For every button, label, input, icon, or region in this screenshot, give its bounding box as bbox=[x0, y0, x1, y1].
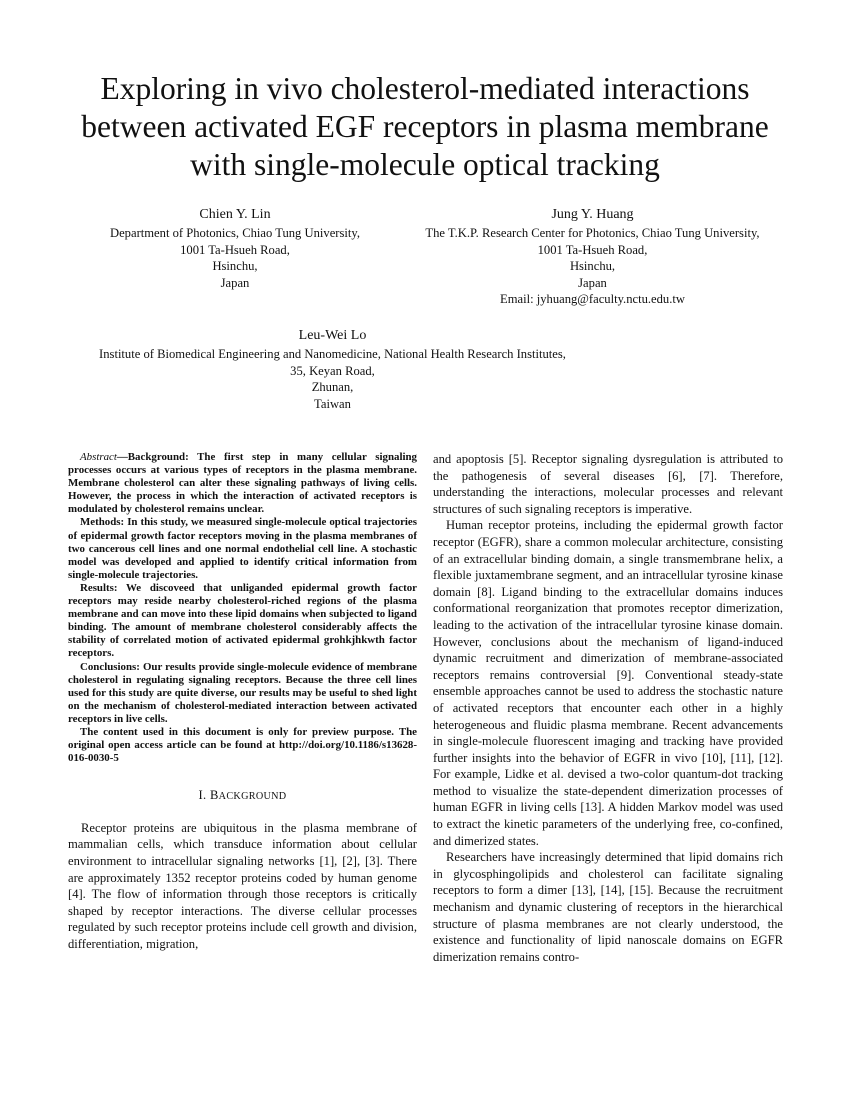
body-paragraph: Receptor proteins are ubiquitous in the plasma membrane of mammalian cells, which transduce information about cellular environment to intracellular signaling networks [1], [2], [3]. There are approximately 1352 receptor proteins coded by human genome [4]. The flow of information through those receptors is critically shaped by receptor interactions. The diverse cellular processes regulated by such receptor proteins include cell growth and division, differentiation, migration, bbox=[68, 820, 417, 951]
abstract-background-text: The first step in many cellular signaling processes occurs at various types of receptors in the plasma membrane. Membrane cholesterol can alter these signaling pathways of living cells. However, the process in which the interaction of activated receptors is modulated by cholesterol remains unclear. bbox=[68, 451, 417, 516]
author-affiliation-line: Institute of Biomedical Engineering and Nanomedicine, National Health Research Institutes, bbox=[99, 347, 566, 361]
abstract-results-label: Results: bbox=[80, 581, 118, 594]
abstract-methods-label: Methods: bbox=[80, 516, 125, 529]
body-paragraph: and apoptosis [5]. Receptor signaling dysregulation is attributed to the pathogenesis of several diseases [6], [7]. Therefore, understanding the interactions, molecular processes and relevant structures of such signaling receptors is imperative. bbox=[433, 452, 783, 516]
left-column bbox=[68, 451, 417, 953]
author-name: Jung Y. Huang bbox=[551, 207, 634, 222]
abstract-background bbox=[68, 451, 417, 516]
author-affiliation-line: Hsinchu, bbox=[569, 259, 616, 273]
author-affiliation-line: Hsinchu, bbox=[212, 259, 258, 273]
abstract-methods-text: In this study, we measured single-molecule optical trajectories of epidermal growth factor receptors moving in the plasma membranes of two cancerous cell lines and one normal endothelial cell line. A stochastic model was developed and applied to identify critical information from single-molecule trajectories. bbox=[68, 516, 417, 581]
author-affiliation-line: 1001 Ta-Hsueh Road, bbox=[537, 242, 648, 257]
author-block-2 bbox=[400, 206, 785, 308]
abstract-lead: Abstract bbox=[80, 451, 117, 463]
author-affiliation-line: Japan bbox=[220, 275, 250, 290]
body-paragraph: Researchers have increasingly determined that lipid domains rich in glycosphingolipids and cholesterol can facilitate signaling receptors to form a dimer [13], [14], [15]. Because the recruitment mechanism and dynamic clustering of receptors in the hierarchical structure of plasma membranes are not clearly understood, the existence and functionality of lipid nanoscale domains on EGFR dimerization remains contro- bbox=[433, 850, 783, 964]
section-number: I. bbox=[198, 788, 210, 803]
abstract-results-text: We discoveed that unliganded epidermal growth factor receptors may reside nearby cholesterol-riched regions of the plasma membrane and can move into these lipid domains when subjected to ligand binding. The amount of membrane cholesterol considerably affects the stability of correlated motion of activated epidermal grohkjhkwth factor receptors. bbox=[68, 581, 417, 660]
author-name: Leu-Wei Lo bbox=[298, 328, 367, 343]
abstract bbox=[68, 451, 417, 765]
author-affiliation-line: Japan bbox=[578, 275, 607, 290]
author-block-1 bbox=[60, 206, 410, 291]
abstract-conclusions-text: Our results provide single-molecule evidence of membrane cholesterol in regulating signaling receptors. Because the three cell lines used for this study are quite diverse, our results may be useful to shed light on the mechanism of cholesterol-mediated interaction between activated receptors in live cells. bbox=[68, 660, 417, 725]
section-rest: ACKGROUND bbox=[218, 791, 287, 803]
author-name: Chien Y. Lin bbox=[199, 207, 271, 222]
section-first-letter: B bbox=[209, 788, 219, 803]
right-column bbox=[433, 451, 783, 965]
abstract-background-label: —Background: bbox=[116, 451, 189, 463]
author-affiliation-line: Zhunan, bbox=[311, 380, 354, 394]
author-affiliation-line: 35, Keyan Road, bbox=[290, 363, 375, 378]
author-email[interactable]: Email: jyhuang@faculty.nctu.edu.tw bbox=[500, 292, 685, 306]
paper-title: Exploring in vivo cholesterol-mediated interactions between activated EGF receptors in plasma membrane with single-molecule optical tracking bbox=[81, 71, 769, 182]
abstract-conclusions-label: Conclusions: bbox=[80, 660, 140, 673]
abstract-results bbox=[68, 582, 417, 661]
abstract-conclusions bbox=[68, 661, 417, 726]
abstract-methods bbox=[68, 516, 417, 581]
author-affiliation-line: The T.K.P. Research Center for Photonics, Chiao Tung University, bbox=[425, 226, 760, 240]
author-affiliation-line: 1001 Ta-Hsueh Road, bbox=[180, 242, 290, 257]
body-paragraph: Human receptor proteins, including the epidermal growth factor receptor (EGFR), share a common molecular architecture, consisting of an extracellular binding domain, a single transmembrane helix, a flexible juxtamembrane segment, and an intracellular tyrosine kinase domain [8]. Ligand binding to the extracellular domains induces conformational reorganization that promotes receptor dimerization, leading to the activation of the intracellular tyrosine kinase domain. However, conclusions about the mechanism of ligand-induced dynamic recruitment and dimerization of membrane-associated receptors remains controversial [9]. Conventional steady-state ensemble approaches cannot be used to address the stochastic nature of activated receptors that encounter each other in a highly heterogeneous and fluidic plasma membrane. Recent advancements in single-molecule fluorescent imaging and tracking have provided further insights into the behavior of EGFR in vivo [10], [11], [12]. For example, Lidke et al. devised a two-color quantum-dot tracking method to visualize the state-dependent dimerization processes of human EGFR in living cells [13]. A hidden Markov model was used to extract the kinetic parameters of the underlying free, co-confined, and dimerized states. bbox=[433, 518, 783, 848]
author-affiliation-line: Department of Photonics, Chiao Tung University, bbox=[110, 226, 360, 240]
section-heading bbox=[68, 787, 417, 806]
author-affiliation-line: Taiwan bbox=[314, 396, 351, 411]
author-block-3 bbox=[55, 327, 610, 412]
abstract-note: The content used in this document is only for preview purpose. The original open access article can be found at http://doi.org/10.1186/s13628-016-0030-5 bbox=[68, 725, 417, 765]
